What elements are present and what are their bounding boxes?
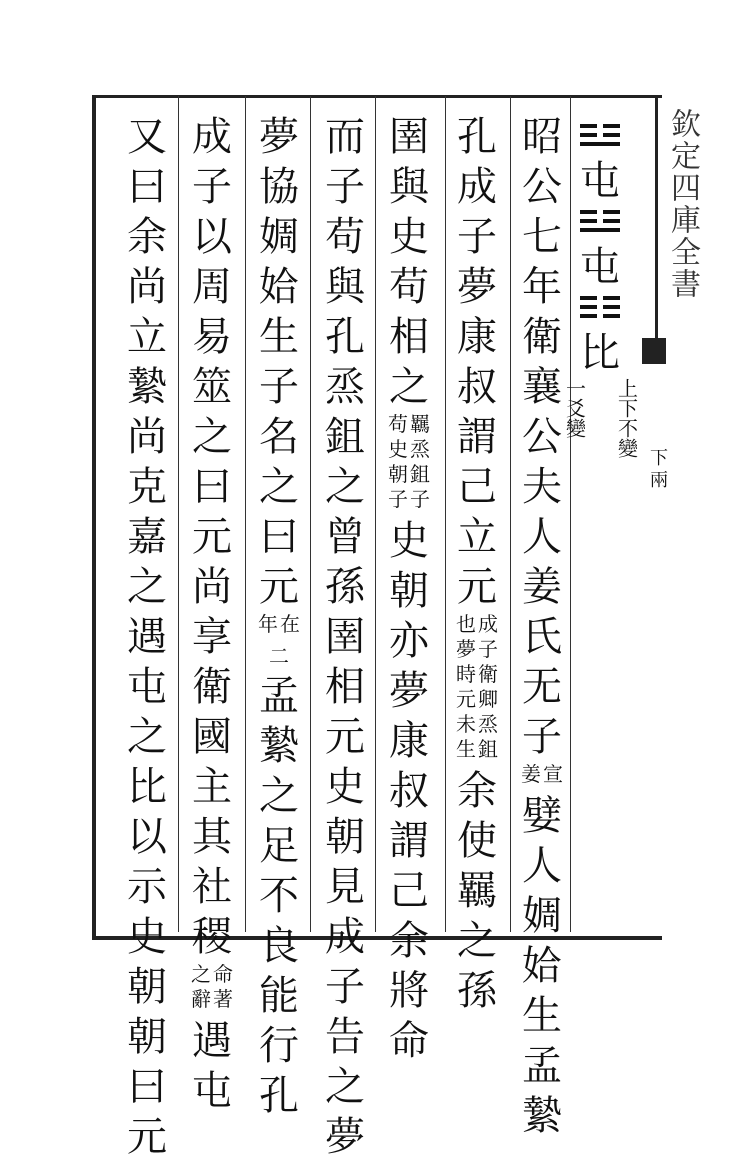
- glyph: 比: [127, 764, 167, 810]
- glyph: 告: [325, 1014, 365, 1060]
- glyph: 康: [389, 718, 429, 764]
- text-column: [185, 112, 239, 1116]
- glyph: 縶: [127, 364, 167, 410]
- glyph: 亦: [389, 618, 429, 664]
- text-column: [515, 112, 569, 1141]
- glyph: 尚: [127, 264, 167, 310]
- note-glyph: 苟: [388, 412, 408, 436]
- fish-tail-mark: [642, 338, 666, 364]
- glyph: 朝: [127, 964, 167, 1010]
- glyph: 余: [389, 918, 429, 964]
- glyph: 鉏: [325, 414, 365, 460]
- glyph: 協: [259, 164, 299, 210]
- glyph: 襄: [522, 364, 562, 410]
- glyph: 縶: [522, 1093, 562, 1139]
- glyph: 易: [192, 314, 232, 360]
- note-glyph: 子: [478, 637, 498, 661]
- note-glyph: 鉏: [410, 462, 430, 486]
- glyph: 年: [522, 264, 562, 310]
- page-border-right: [655, 95, 658, 340]
- glyph: 叔: [389, 768, 429, 814]
- hexagram-figure: [580, 210, 620, 232]
- glyph: 謂: [389, 818, 429, 864]
- note-glyph: 之: [191, 962, 211, 986]
- glyph: 子: [457, 214, 497, 260]
- glyph: 七: [522, 214, 562, 260]
- glyph: 婤: [522, 893, 562, 939]
- hexagram-figure: [580, 296, 620, 318]
- glyph: 圉: [389, 114, 429, 160]
- glyph: 曰: [192, 464, 232, 510]
- glyph: 成: [325, 914, 365, 960]
- hexagram-subnote: [562, 378, 639, 518]
- glyph: 嬖: [522, 793, 562, 839]
- glyph: 主: [192, 764, 232, 810]
- section-mark-1: 下: [650, 448, 668, 469]
- glyph: 之: [192, 414, 232, 460]
- note-glyph: 著: [213, 987, 233, 1011]
- glyph: 康: [457, 314, 497, 360]
- glyph: 命: [389, 1018, 429, 1064]
- note-glyph: 也: [456, 612, 476, 636]
- note-glyph: 卿: [478, 687, 498, 711]
- glyph: 之: [389, 364, 429, 410]
- glyph: 使: [457, 818, 497, 864]
- subnote-text: 不變: [614, 418, 639, 458]
- interlinear-note: [515, 762, 569, 791]
- subnote-text: 一爻: [562, 378, 587, 418]
- interlinear-note: [450, 612, 504, 766]
- glyph: 嘉: [127, 514, 167, 560]
- glyph: 己: [457, 464, 497, 510]
- note-glyph: 在: [280, 612, 300, 636]
- glyph: 姶: [522, 943, 562, 989]
- glyph: 與: [389, 164, 429, 210]
- glyph: 能: [259, 973, 299, 1019]
- glyph: 良: [259, 923, 299, 969]
- note-glyph: 生: [456, 737, 476, 761]
- glyph: 之: [457, 918, 497, 964]
- glyph: 縶: [259, 723, 299, 769]
- glyph: 己: [389, 868, 429, 914]
- note-glyph: 命: [213, 962, 233, 986]
- glyph: 夢: [259, 114, 299, 160]
- glyph: 子: [325, 164, 365, 210]
- glyph: 朝: [325, 814, 365, 860]
- column-rule: [178, 96, 179, 932]
- glyph: 史: [127, 914, 167, 960]
- glyph: 余: [127, 214, 167, 260]
- glyph: 圉: [325, 614, 365, 660]
- book-title: 欽定四庫全書: [665, 108, 700, 300]
- glyph: 相: [389, 314, 429, 360]
- glyph: 羈: [457, 868, 497, 914]
- text-column: [382, 112, 436, 1066]
- section-mark: [650, 448, 668, 492]
- glyph: 朝: [127, 1014, 167, 1060]
- glyph: 姜: [522, 564, 562, 610]
- glyph: 遇: [127, 614, 167, 660]
- glyph: 名: [259, 414, 299, 460]
- glyph: 社: [192, 864, 232, 910]
- glyph: 史: [389, 518, 429, 564]
- glyph: 而: [325, 114, 365, 160]
- note-glyph: 二: [269, 644, 289, 668]
- glyph: 元: [127, 1114, 167, 1160]
- glyph: 子: [192, 164, 232, 210]
- glyph: 尚: [127, 414, 167, 460]
- note-glyph: 衛: [478, 662, 498, 686]
- glyph: 見: [325, 864, 365, 910]
- glyph: 成: [457, 164, 497, 210]
- column-rule: [375, 96, 376, 932]
- glyph: 衛: [192, 664, 232, 710]
- glyph: 氏: [522, 614, 562, 660]
- interlinear-note: [252, 612, 306, 641]
- glyph: 示: [127, 864, 167, 910]
- glyph: 孟: [522, 1043, 562, 1089]
- glyph: 人: [522, 514, 562, 560]
- glyph: 元: [192, 514, 232, 560]
- glyph: 孔: [457, 114, 497, 160]
- hexagram-name: 屯: [580, 158, 620, 204]
- note-glyph: 夢: [456, 637, 476, 661]
- glyph: 子: [325, 964, 365, 1010]
- glyph: 余: [457, 768, 497, 814]
- note-glyph: 朝: [388, 462, 408, 486]
- glyph: 无: [522, 664, 562, 710]
- note-glyph: 未: [456, 712, 476, 736]
- margin-book-title: [662, 108, 722, 300]
- glyph: 元: [457, 564, 497, 610]
- glyph: 史: [389, 214, 429, 260]
- glyph: 孔: [325, 314, 365, 360]
- glyph: 之: [127, 714, 167, 760]
- glyph: 以: [127, 814, 167, 860]
- hexagram-column: [562, 120, 639, 518]
- glyph: 國: [192, 714, 232, 760]
- glyph: 足: [259, 823, 299, 869]
- glyph: 昭: [522, 114, 562, 160]
- glyph: 筮: [192, 364, 232, 410]
- glyph: 與: [325, 264, 365, 310]
- glyph: 烝: [325, 364, 365, 410]
- glyph: 朝: [389, 568, 429, 614]
- glyph: 曰: [127, 164, 167, 210]
- glyph: 尚: [192, 564, 232, 610]
- note-glyph: 烝: [478, 712, 498, 736]
- note-glyph: 時: [456, 662, 476, 686]
- text-column: [318, 112, 372, 1162]
- interlinear-note: [185, 962, 239, 1016]
- glyph: 享: [192, 614, 232, 660]
- glyph: 之: [259, 464, 299, 510]
- glyph: 之: [127, 564, 167, 610]
- glyph: 稷: [192, 914, 232, 960]
- text-column: [252, 112, 306, 1121]
- glyph: 相: [325, 664, 365, 710]
- glyph: 曾: [325, 514, 365, 560]
- glyph: 元: [325, 714, 365, 760]
- glyph: 孟: [259, 673, 299, 719]
- glyph: 之: [259, 773, 299, 819]
- glyph: 謂: [457, 414, 497, 460]
- glyph: 孔: [259, 1073, 299, 1119]
- glyph: 史: [325, 764, 365, 810]
- note-glyph: 姜: [521, 762, 541, 786]
- glyph: 婤: [259, 214, 299, 260]
- glyph: 夢: [325, 1114, 365, 1160]
- column-rule: [245, 96, 246, 932]
- column-rule: [445, 96, 446, 932]
- glyph: 人: [522, 843, 562, 889]
- glyph: 屯: [192, 1068, 232, 1114]
- glyph: 生: [522, 993, 562, 1039]
- hexagram-name: 比: [580, 330, 620, 376]
- note-glyph: 子: [388, 487, 408, 511]
- glyph: 孫: [325, 564, 365, 610]
- note-glyph: 宣: [543, 762, 563, 786]
- glyph: 成: [192, 114, 232, 160]
- glyph: 其: [192, 814, 232, 860]
- glyph: 行: [259, 1023, 299, 1069]
- glyph: 苟: [389, 264, 429, 310]
- glyph: 周: [192, 264, 232, 310]
- glyph: 元: [259, 564, 299, 610]
- glyph: 夫: [522, 464, 562, 510]
- column-rule: [510, 96, 511, 932]
- note-glyph: 史: [388, 437, 408, 461]
- column-rule: [310, 96, 311, 932]
- note-glyph: 成: [478, 612, 498, 636]
- hexagram-name: 屯: [580, 244, 620, 290]
- glyph: 夢: [389, 668, 429, 714]
- glyph: 生: [259, 314, 299, 360]
- glyph: 衛: [522, 314, 562, 360]
- subnote-text: 變: [562, 418, 587, 438]
- glyph: 叔: [457, 364, 497, 410]
- glyph: 子: [522, 714, 562, 760]
- note-glyph: 鉏: [478, 737, 498, 761]
- glyph: 子: [259, 364, 299, 410]
- interlinear-note: [382, 412, 436, 516]
- note-glyph: 年: [258, 612, 278, 636]
- subnote-text: 上下: [614, 378, 639, 418]
- glyph: 又: [127, 114, 167, 160]
- glyph: 苟: [325, 214, 365, 260]
- note-glyph: 烝: [410, 437, 430, 461]
- glyph: 克: [127, 464, 167, 510]
- note-glyph: 子: [410, 487, 430, 511]
- glyph: 以: [192, 214, 232, 260]
- glyph: 之: [325, 1064, 365, 1110]
- glyph: 遇: [192, 1018, 232, 1064]
- note-glyph: 元: [456, 687, 476, 711]
- glyph: 將: [389, 968, 429, 1014]
- glyph: 姶: [259, 264, 299, 310]
- glyph: 立: [127, 314, 167, 360]
- glyph: 孫: [457, 968, 497, 1014]
- hexagram-figure: [580, 124, 620, 146]
- glyph: 不: [259, 873, 299, 919]
- text-column: [120, 112, 174, 1162]
- glyph: 曰: [259, 514, 299, 560]
- glyph: 立: [457, 514, 497, 560]
- note-glyph: 辭: [191, 987, 211, 1011]
- section-mark-2: 兩: [650, 470, 668, 491]
- text-column: [450, 112, 504, 1016]
- glyph: 之: [325, 464, 365, 510]
- glyph: 夢: [457, 264, 497, 310]
- glyph: 公: [522, 414, 562, 460]
- glyph: 曰: [127, 1064, 167, 1110]
- glyph: 屯: [127, 664, 167, 710]
- note-glyph: 羈: [410, 412, 430, 436]
- glyph: 公: [522, 164, 562, 210]
